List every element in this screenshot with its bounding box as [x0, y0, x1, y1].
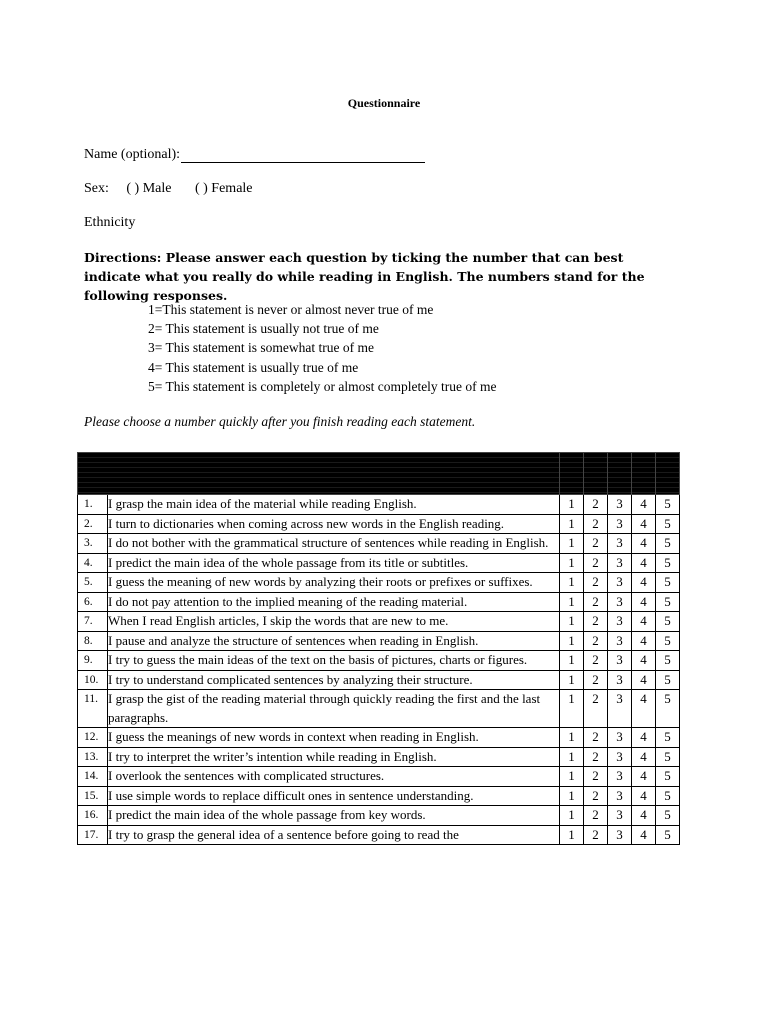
rating-option-1[interactable]: 1 — [560, 747, 584, 767]
rating-option-5[interactable]: 5 — [656, 767, 680, 787]
table-row — [78, 825, 680, 845]
table-row — [78, 592, 680, 612]
rating-option-4[interactable]: 4 — [632, 573, 656, 593]
question-text: I try to guess the main ideas of the text on the basis of pictures, charts or figures. — [108, 651, 560, 671]
rating-option-5[interactable]: 5 — [656, 534, 680, 554]
rating-option-4[interactable]: 4 — [632, 534, 656, 554]
rating-option-1[interactable]: 1 — [560, 495, 584, 515]
rating-option-4[interactable]: 4 — [632, 651, 656, 671]
question-text: When I read English articles, I skip the words that are new to me. — [108, 612, 560, 632]
rating-option-4[interactable]: 4 — [632, 670, 656, 690]
rating-option-4[interactable]: 4 — [632, 612, 656, 632]
question-text: I try to understand complicated sentences by analyzing their structure. — [108, 670, 560, 690]
table-row — [78, 573, 680, 593]
ethnicity-label: Ethnicity — [84, 215, 136, 230]
question-number: 5. — [78, 573, 108, 593]
page-title: Questionnaire — [347, 96, 421, 110]
rating-option-1[interactable]: 1 — [560, 631, 584, 651]
rating-option-1[interactable]: 1 — [560, 690, 584, 728]
question-text: I predict the main idea of the whole passage from its title or subtitles. — [108, 553, 560, 573]
rating-option-5[interactable]: 5 — [656, 514, 680, 534]
rating-option-5[interactable]: 5 — [656, 728, 680, 748]
rating-option-1[interactable]: 1 — [560, 651, 584, 671]
table-row — [78, 728, 680, 748]
question-text: I grasp the main idea of the material while reading English. — [108, 495, 560, 515]
rating-option-3[interactable]: 3 — [608, 495, 632, 515]
rating-option-5[interactable]: 5 — [656, 825, 680, 845]
scale-item-4: 4= This statement is usually true of me — [148, 359, 359, 375]
rating-option-2[interactable]: 2 — [584, 612, 608, 632]
table-row — [78, 670, 680, 690]
question-number: 1. — [78, 495, 108, 515]
rating-option-4[interactable]: 4 — [632, 767, 656, 787]
rating-option-2[interactable]: 2 — [584, 670, 608, 690]
rating-option-4[interactable]: 4 — [632, 514, 656, 534]
rating-option-2[interactable]: 2 — [584, 747, 608, 767]
rating-option-2[interactable]: 2 — [584, 767, 608, 787]
rating-option-2[interactable]: 2 — [584, 514, 608, 534]
rating-option-2[interactable]: 2 — [584, 495, 608, 515]
question-text: I try to grasp the general idea of a sentence before going to read the — [108, 825, 560, 845]
scale-item-5: 5= This statement is completely or almost completely true of me — [148, 378, 497, 394]
table-row — [78, 651, 680, 671]
rating-option-4[interactable]: 4 — [632, 553, 656, 573]
question-text: I try to interpret the writer’s intention while reading in English. — [108, 747, 560, 767]
table-row — [78, 631, 680, 651]
rating-option-1[interactable]: 1 — [560, 806, 584, 826]
question-text: I grasp the gist of the reading material through quickly reading the first and the last paragraphs. — [108, 690, 560, 728]
rating-option-1[interactable]: 1 — [560, 514, 584, 534]
rating-option-5[interactable]: 5 — [656, 690, 680, 728]
table-row — [78, 514, 680, 534]
table-row — [78, 690, 680, 728]
rating-option-3[interactable]: 3 — [608, 747, 632, 767]
question-number: 12. — [78, 728, 108, 748]
header-cell — [608, 453, 632, 495]
header-cell — [632, 453, 656, 495]
rating-option-1[interactable]: 1 — [560, 728, 584, 748]
name-underline[interactable] — [181, 148, 425, 163]
rating-option-2[interactable]: 2 — [584, 534, 608, 554]
question-text: I do not pay attention to the implied meaning of the reading material. — [108, 592, 560, 612]
rating-option-3[interactable]: 3 — [608, 767, 632, 787]
table-header-row — [78, 453, 680, 495]
question-number: 10. — [78, 670, 108, 690]
rating-option-3[interactable]: 3 — [608, 690, 632, 728]
questionnaire-table — [77, 452, 680, 845]
rating-option-3[interactable]: 3 — [608, 553, 632, 573]
rating-option-3[interactable]: 3 — [608, 514, 632, 534]
header-cell — [656, 453, 680, 495]
table-row — [78, 767, 680, 787]
rating-option-3[interactable]: 3 — [608, 651, 632, 671]
rating-option-2[interactable]: 2 — [584, 631, 608, 651]
rating-option-4[interactable]: 4 — [632, 825, 656, 845]
question-text: I use simple words to replace difficult ones in sentence understanding. — [108, 786, 560, 806]
scale-item-3: 3= This statement is somewhat true of me — [148, 340, 374, 356]
rating-option-5[interactable]: 5 — [656, 612, 680, 632]
rating-option-5[interactable]: 5 — [656, 670, 680, 690]
question-text: I guess the meaning of new words by analyzing their roots or prefixes or suffixes. — [108, 573, 560, 593]
rating-option-3[interactable]: 3 — [608, 670, 632, 690]
rating-option-3[interactable]: 3 — [608, 806, 632, 826]
instruction-text: Please choose a number quickly after you finish reading each statement. — [84, 414, 476, 429]
question-number: 14. — [78, 767, 108, 787]
rating-option-5[interactable]: 5 — [656, 747, 680, 767]
rating-option-4[interactable]: 4 — [632, 690, 656, 728]
rating-option-5[interactable]: 5 — [656, 631, 680, 651]
rating-option-2[interactable]: 2 — [584, 728, 608, 748]
rating-option-3[interactable]: 3 — [608, 825, 632, 845]
rating-option-1[interactable]: 1 — [560, 573, 584, 593]
rating-option-1[interactable]: 1 — [560, 553, 584, 573]
rating-option-4[interactable]: 4 — [632, 631, 656, 651]
rating-option-2[interactable]: 2 — [584, 553, 608, 573]
question-number: 16. — [78, 806, 108, 826]
header-cell — [560, 453, 584, 495]
rating-option-2[interactable]: 2 — [584, 690, 608, 728]
rating-option-1[interactable]: 1 — [560, 670, 584, 690]
question-number: 3. — [78, 534, 108, 554]
rating-option-4[interactable]: 4 — [632, 806, 656, 826]
rating-option-3[interactable]: 3 — [608, 728, 632, 748]
question-number: 17. — [78, 825, 108, 845]
response-scale — [148, 300, 497, 396]
rating-option-5[interactable]: 5 — [656, 495, 680, 515]
rating-option-4[interactable]: 4 — [632, 728, 656, 748]
question-number: 9. — [78, 651, 108, 671]
question-text: I predict the main idea of the whole passage from key words. — [108, 806, 560, 826]
rating-option-2[interactable]: 2 — [584, 806, 608, 826]
rating-option-4[interactable]: 4 — [632, 786, 656, 806]
sex-option-female[interactable]: ( ) Female — [194, 181, 253, 196]
rating-option-2[interactable]: 2 — [584, 592, 608, 612]
table-row — [78, 747, 680, 767]
question-text: I overlook the sentences with complicated structures. — [108, 767, 560, 787]
rating-option-2[interactable]: 2 — [584, 651, 608, 671]
rating-option-4[interactable]: 4 — [632, 495, 656, 515]
scale-item-1: 1=This statement is never or almost never true of me — [148, 302, 434, 317]
rating-option-5[interactable]: 5 — [656, 806, 680, 826]
rating-option-1[interactable]: 1 — [560, 612, 584, 632]
rating-option-2[interactable]: 2 — [584, 573, 608, 593]
rating-option-2[interactable]: 2 — [584, 825, 608, 845]
header-cell — [584, 453, 608, 495]
rating-option-3[interactable]: 3 — [608, 534, 632, 554]
rating-option-5[interactable]: 5 — [656, 786, 680, 806]
rating-option-3[interactable]: 3 — [608, 592, 632, 612]
question-number: 13. — [78, 747, 108, 767]
rating-option-1[interactable]: 1 — [560, 534, 584, 554]
name-label: Name (optional): — [84, 147, 181, 162]
question-number: 4. — [78, 553, 108, 573]
table-row — [78, 806, 680, 826]
sex-label: Sex: — [84, 181, 109, 196]
rating-option-1[interactable]: 1 — [560, 592, 584, 612]
rating-option-1[interactable]: 1 — [560, 825, 584, 845]
rating-option-1[interactable]: 1 — [560, 767, 584, 787]
question-number: 15. — [78, 786, 108, 806]
question-number: 7. — [78, 612, 108, 632]
table-row — [78, 553, 680, 573]
rating-option-5[interactable]: 5 — [656, 573, 680, 593]
question-text: I turn to dictionaries when coming across new words in the English reading. — [108, 514, 560, 534]
sex-option-male[interactable]: ( ) Male — [126, 181, 172, 196]
rating-option-4[interactable]: 4 — [632, 592, 656, 612]
question-text: I do not bother with the grammatical structure of sentences while reading in English. — [108, 534, 560, 554]
question-text: I guess the meanings of new words in context when reading in English. — [108, 728, 560, 748]
table-row — [78, 534, 680, 554]
directions-text: Directions: Please answer each question by ticking the number that can best indicate what you really do while reading in English. The numbers stand for the following responses. — [84, 250, 645, 303]
question-number: 6. — [78, 592, 108, 612]
rating-option-2[interactable]: 2 — [584, 786, 608, 806]
question-number: 8. — [78, 631, 108, 651]
rating-option-4[interactable]: 4 — [632, 747, 656, 767]
header-cell — [78, 453, 560, 495]
sex-field — [84, 181, 253, 197]
table-row — [78, 612, 680, 632]
rating-option-5[interactable]: 5 — [656, 592, 680, 612]
rating-option-5[interactable]: 5 — [656, 651, 680, 671]
rating-option-3[interactable]: 3 — [608, 612, 632, 632]
question-text: I pause and analyze the structure of sentences when reading in English. — [108, 631, 560, 651]
rating-option-1[interactable]: 1 — [560, 786, 584, 806]
scale-item-2: 2= This statement is usually not true of me — [148, 321, 379, 337]
question-number: 11. — [78, 690, 108, 728]
table-row — [78, 786, 680, 806]
name-field[interactable] — [84, 147, 425, 163]
rating-option-3[interactable]: 3 — [608, 573, 632, 593]
question-number: 2. — [78, 514, 108, 534]
rating-option-5[interactable]: 5 — [656, 553, 680, 573]
rating-option-3[interactable]: 3 — [608, 631, 632, 651]
table-row — [78, 495, 680, 515]
rating-option-3[interactable]: 3 — [608, 786, 632, 806]
